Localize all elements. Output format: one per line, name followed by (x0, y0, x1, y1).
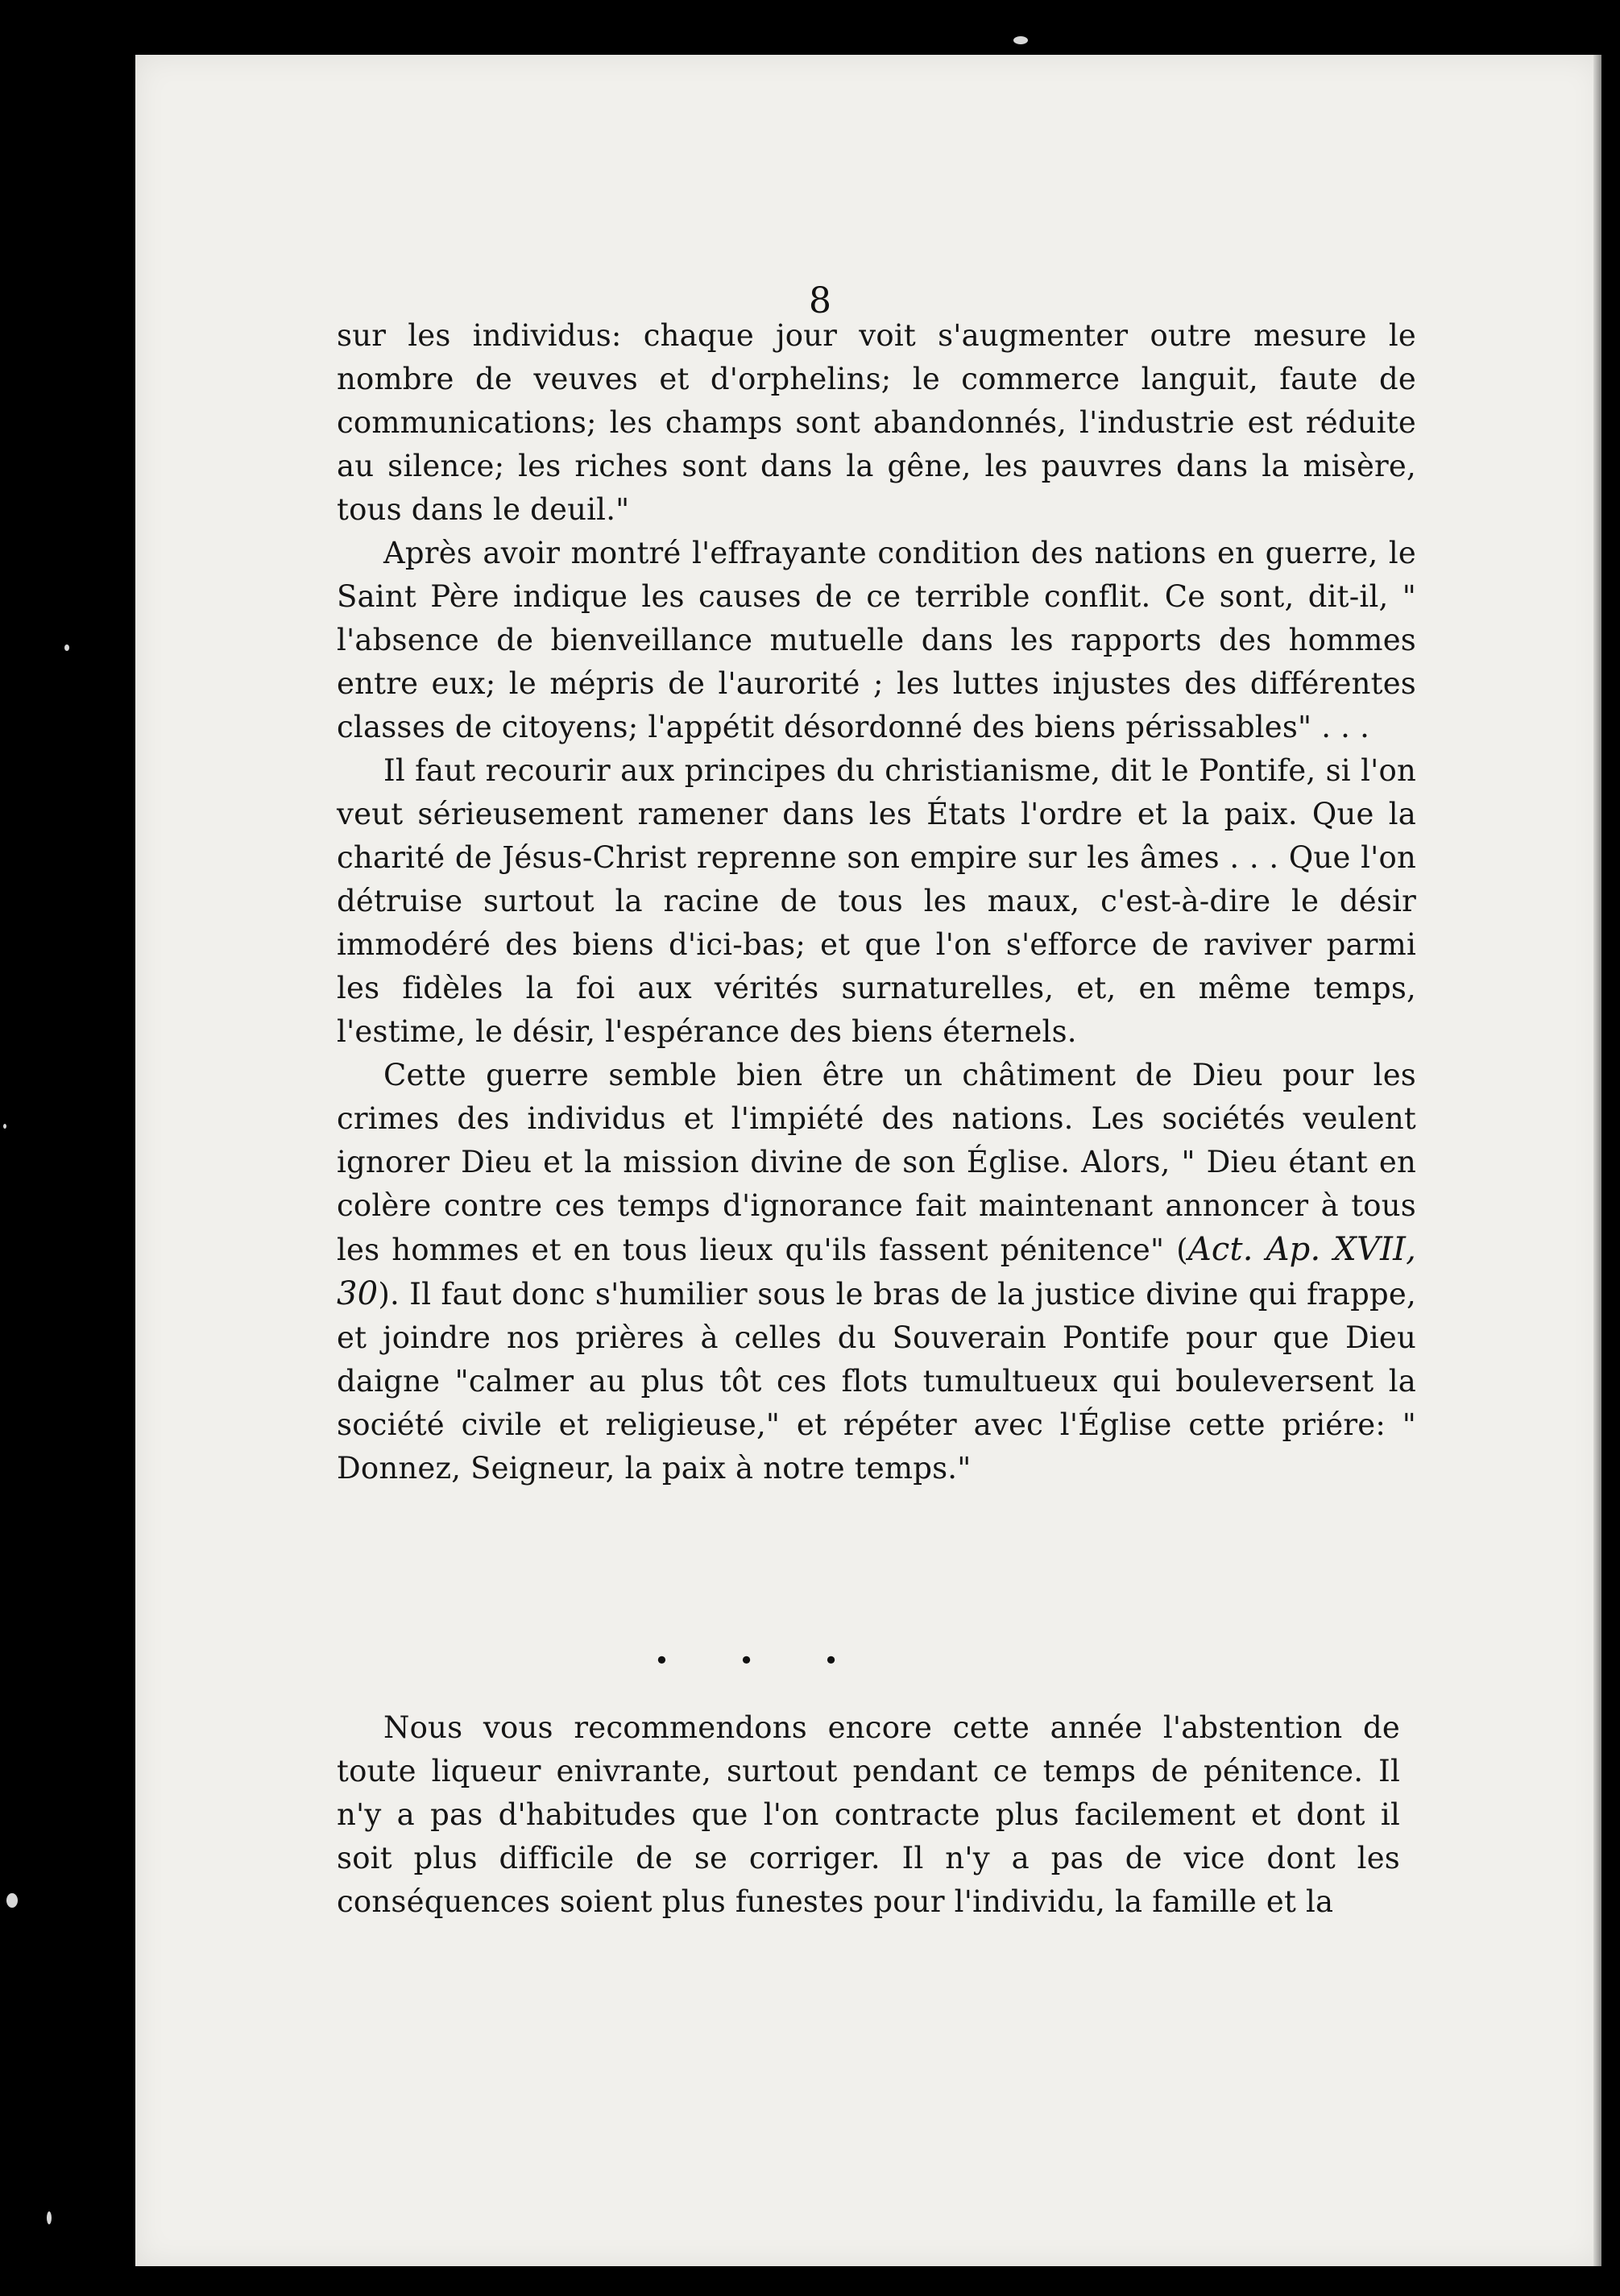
scan-speck (3, 1124, 6, 1129)
bible-citation: Act. Ap. XVII, 30 (337, 1231, 1416, 1312)
separator-dots: • • • (654, 1645, 869, 1676)
paragraph-4 (337, 1054, 1416, 1490)
body-text (337, 314, 1416, 1490)
paragraph-5: Nous vous recommendons encore cette année l'abstention de toute liqueur enivrante, surtout pendant ce temps de pénitence. Il n'y a pas d'habitudes que l'on contracte plus facilement et dont il soit plus difficile de se corriger. Il n'y a pas de vice dont les conséquences soient plus funestes pour l'individu, la famille et la (337, 1710, 1400, 1919)
scan-speck (6, 1893, 18, 1908)
scan-speck (47, 2211, 52, 2224)
scan-speck (1013, 36, 1028, 44)
paragraph-1: sur les individus: chaque jour voit s'augmenter outre mesure le nombre de veuves et d'orphelins; le commerce languit, faute de communications; les champs sont abandonnés, l'industrie est réduite au silence; les riches sont dans la gêne, les pauvres dans la misère, tous dans le deuil." (337, 318, 1416, 527)
body-text-continued (337, 1706, 1400, 1924)
section-separator (0, 1645, 1620, 1676)
page-edge (1593, 55, 1601, 2266)
paragraph-3: Il faut recourir aux principes du christianisme, dit le Pontife, si l'on veut sérieusement ramener dans les États l'ordre et la paix. Que la charité de Jésus-Christ reprenne son empire sur les âmes . . . Que l'on détruise surtout la racine de tous les maux, c'est-à-dire le désir immodéré des biens d'ici-bas; et que l'on s'efforce de raviver parmi les fidèles la foi aux vérités surnaturelles, et, en même temps, l'estime, le désir, l'espérance des biens éternels. (337, 753, 1416, 1049)
paragraph-4-text-b: ). Il faut donc s'humilier sous le bras de la justice divine qui frappe, et joindre nos prières à celles du Souverain Pontife pour que Dieu daigne "calmer au plus tôt ces flots tumultueux qui bouleversent la société civile et religieuse," et répéter avec l'Église cette priére: " Donnez, Seigneur, la paix à notre temps." (337, 1277, 1416, 1486)
scan-speck (64, 644, 69, 651)
paragraph-2: Après avoir montré l'effrayante condition des nations en guerre, le Saint Père indique les causes de ce terrible conflit. Ce sont, dit-il, " l'absence de bienveillance mutuelle dans les rapports des hommes entre eux; le mépris de l'aurorité ; les luttes injustes des différentes classes de citoyens; l'appétit désordonné des biens périssables" . . . (337, 536, 1416, 744)
page-number-text: 8 (809, 280, 831, 321)
paragraph-4-text-a: Cette guerre semble bien être un châtiment de Dieu pour les crimes des individus et l'impiété des nations. Les sociétés veulent ignorer Dieu et la mission divine de son Église. Alors, " Dieu étant en colère contre ces temps d'ignorance fait maintenant annoncer à tous les hommes et en tous lieux qu'ils fassent pénitence" ( (337, 1058, 1416, 1267)
